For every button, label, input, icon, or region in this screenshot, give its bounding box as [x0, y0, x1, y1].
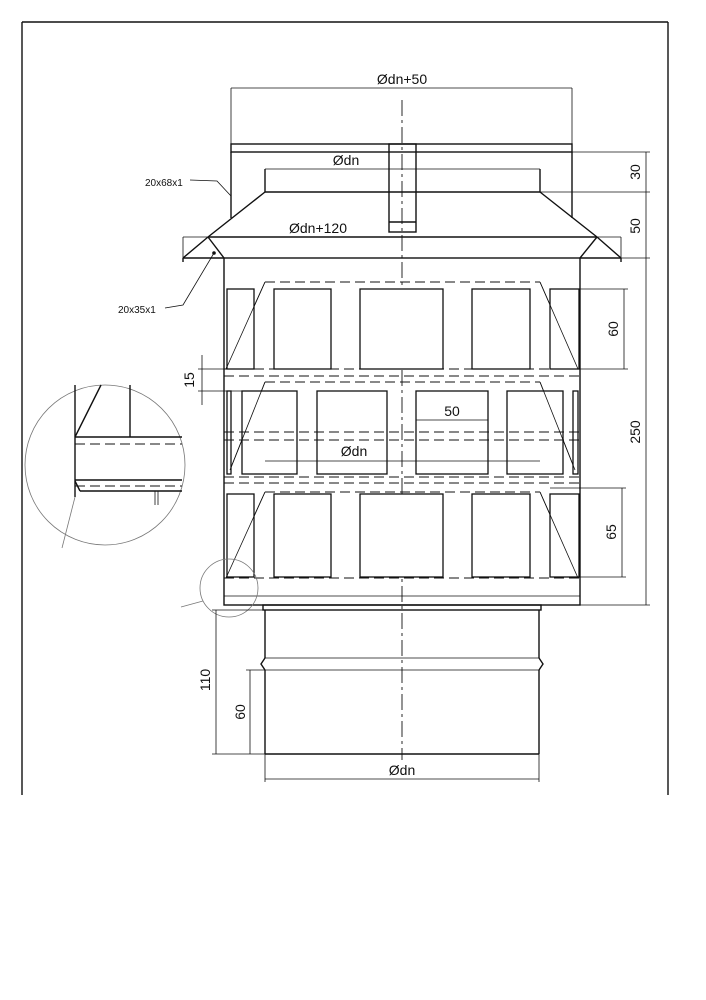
dim-inner-top-label: Ødn	[332, 152, 360, 168]
central-rod	[389, 144, 416, 232]
slot	[550, 494, 579, 577]
top-profile-label: 20x68x1	[145, 178, 183, 189]
slot	[360, 494, 443, 577]
slot	[550, 289, 579, 369]
dim-middle-inner	[265, 443, 540, 461]
dim-top-band	[540, 152, 650, 192]
dim-gap-label: 15	[181, 372, 197, 388]
dim-roof	[621, 192, 650, 258]
dim-base-width-label: Ødn	[388, 762, 416, 778]
slot	[507, 391, 563, 474]
dim-lower-slot-label: 65	[603, 524, 619, 540]
slot	[472, 289, 530, 369]
slot	[274, 289, 331, 369]
dim-inner-top	[265, 152, 540, 169]
slot	[472, 494, 530, 577]
dim-middle-inner-label: Ødn	[340, 443, 368, 459]
dim-top-band-label: 30	[627, 164, 643, 180]
dim-body-label: 250	[627, 420, 643, 444]
top-cap	[231, 144, 572, 218]
dim-body	[580, 258, 650, 605]
profile-labels	[118, 178, 231, 316]
dim-roof-label: 50	[627, 218, 643, 234]
slot-row-upper	[227, 289, 579, 369]
dim-upper-slot-label: 60	[605, 321, 621, 337]
dim-pipe-label: 110	[197, 668, 213, 692]
slot	[360, 289, 443, 369]
dim-pipe	[197, 610, 265, 754]
dim-pipe-lower	[232, 670, 265, 754]
dim-pipe-lower-label: 60	[232, 704, 248, 720]
slot	[317, 391, 387, 474]
slot-row-middle	[227, 391, 578, 474]
slot	[274, 494, 331, 577]
slot	[573, 391, 578, 474]
dim-slot-width-label: 50	[444, 403, 460, 419]
slot	[227, 391, 231, 474]
slot	[227, 494, 254, 577]
roof-profile-label: 20x35x1	[118, 305, 156, 316]
dim-roof-width-label: Ødn+120	[289, 220, 347, 236]
dim-top-width-label: Ødn+50	[376, 71, 428, 87]
slot	[242, 391, 297, 474]
slot-row-lower	[227, 494, 579, 577]
detail-view	[25, 385, 185, 548]
dim-top-width	[231, 71, 572, 144]
